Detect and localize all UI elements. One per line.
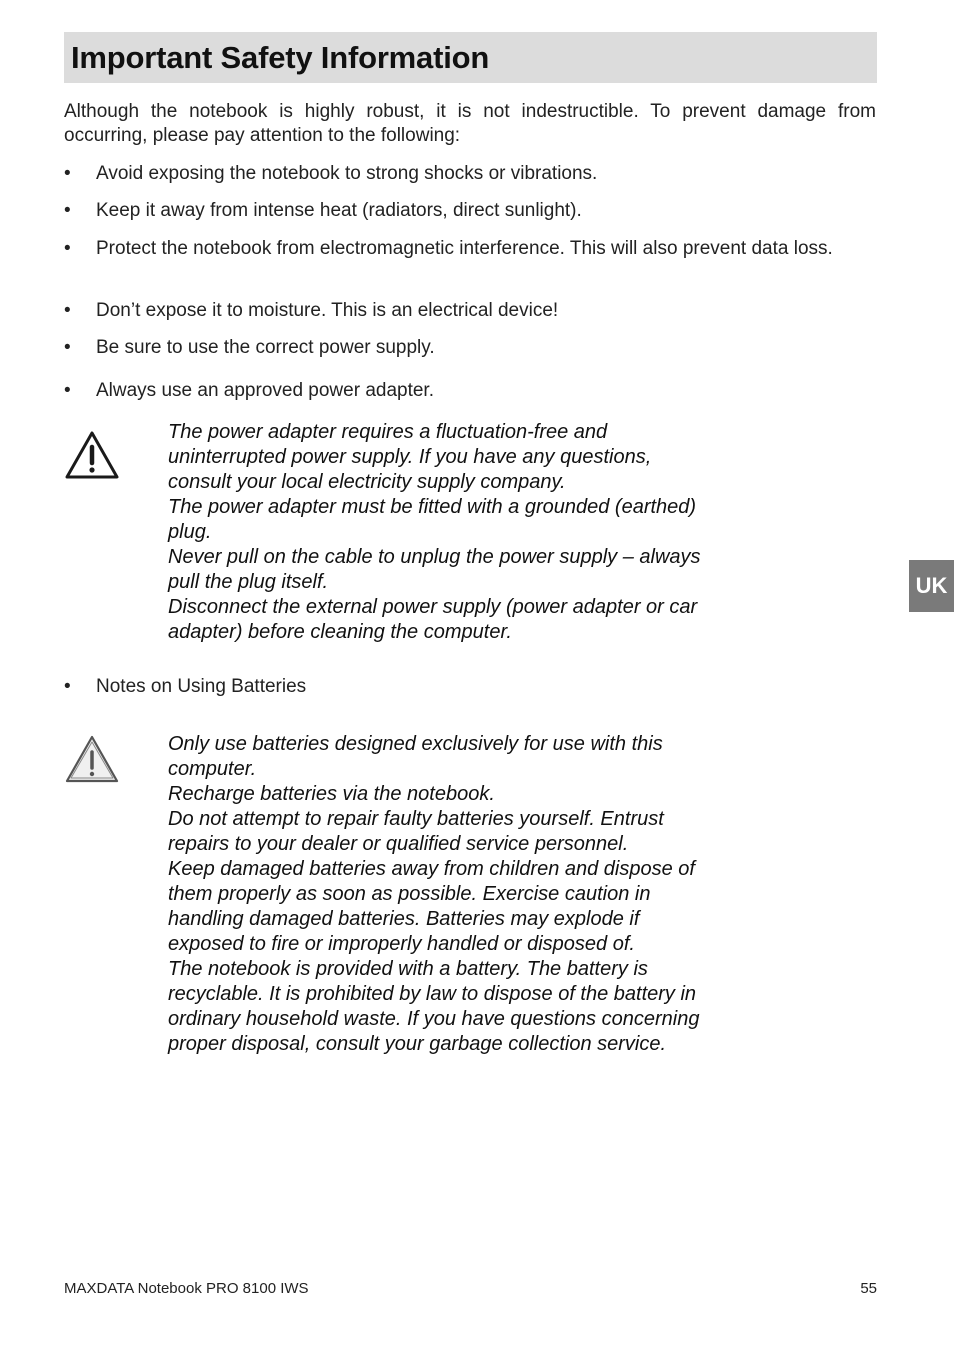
footer-page-number: 55	[860, 1280, 877, 1297]
power-warning-text: The power adapter requires a fluctuation-free and uninterrupted power supply. If you have any questions, consult your local electricity supply company.	[168, 421, 652, 493]
list-item-text: Be sure to use the correct power supply.	[96, 337, 435, 358]
power-warning-block	[168, 420, 713, 645]
bullet-dot: •	[64, 200, 71, 221]
battery-warning-block	[168, 732, 713, 1057]
list-item	[64, 199, 854, 223]
list-item	[64, 237, 854, 261]
bullet-dot: •	[64, 300, 71, 321]
battery-warning-text: Recharge batteries via the notebook.	[168, 783, 495, 805]
list-item	[64, 162, 854, 186]
power-warning-text: Never pull on the cable to unplug the power supply – always pull the plug itself.	[168, 546, 701, 593]
intro-paragraph: Although the notebook is highly robust, it is not indestructible. To prevent damage from occurring, please pay attention to the following:	[64, 101, 876, 146]
list-item-text: Don’t expose it to moisture. This is an electrical device!	[96, 300, 559, 321]
list-item-text: Keep it away from intense heat (radiators, direct sunlight).	[96, 200, 582, 221]
list-item-text: Avoid exposing the notebook to strong shocks or vibrations.	[96, 163, 598, 184]
language-tab-uk: UK	[909, 560, 954, 612]
page-title: Important Safety Information	[71, 40, 490, 75]
battery-warning-text: Do not attempt to repair faulty batteries yourself. Entrust repairs to your dealer or qualified service personnel.	[168, 808, 664, 855]
title-bar	[64, 32, 877, 83]
bullet-dot: •	[64, 337, 71, 358]
power-warning-text: Disconnect the external power supply (power adapter or car adapter) before cleaning the computer.	[168, 596, 698, 643]
bullet-dot: •	[64, 676, 71, 697]
bullet-dot: •	[64, 163, 71, 184]
list-item	[64, 299, 854, 323]
list-item-text: Always use an approved power adapter.	[96, 380, 434, 401]
list-item	[64, 336, 854, 360]
battery-warning-text: Keep damaged batteries away from children and dispose of them properly as soon as possible. Exercise caution in handling damaged batteries. Batteries may explode if exposed to fire or improperly handled or disposed of.	[168, 858, 695, 955]
list-item-text: Protect the notebook from electromagnetic interference. This will also prevent data loss.	[96, 238, 833, 259]
footer-product-name: MAXDATA Notebook PRO 8100 IWS	[64, 1280, 309, 1297]
battery-warning-text: Only use batteries designed exclusively for use with this computer.	[168, 733, 663, 780]
warning-triangle-icon	[64, 430, 120, 480]
list-item	[64, 675, 854, 699]
list-item	[64, 379, 854, 403]
warning-triangle-icon	[64, 734, 120, 784]
power-warning-text: The power adapter must be fitted with a grounded (earthed) plug.	[168, 496, 697, 543]
battery-warning-text: The notebook is provided with a battery. The battery is recyclable. It is prohibited by law to dispose of the battery in ordinary household waste. If you have questions concerning proper disposal, consult your garbage collection service.	[168, 958, 700, 1055]
list-item-text: Notes on Using Batteries	[96, 676, 307, 697]
bullet-dot: •	[64, 238, 71, 259]
bullet-dot: •	[64, 380, 71, 401]
